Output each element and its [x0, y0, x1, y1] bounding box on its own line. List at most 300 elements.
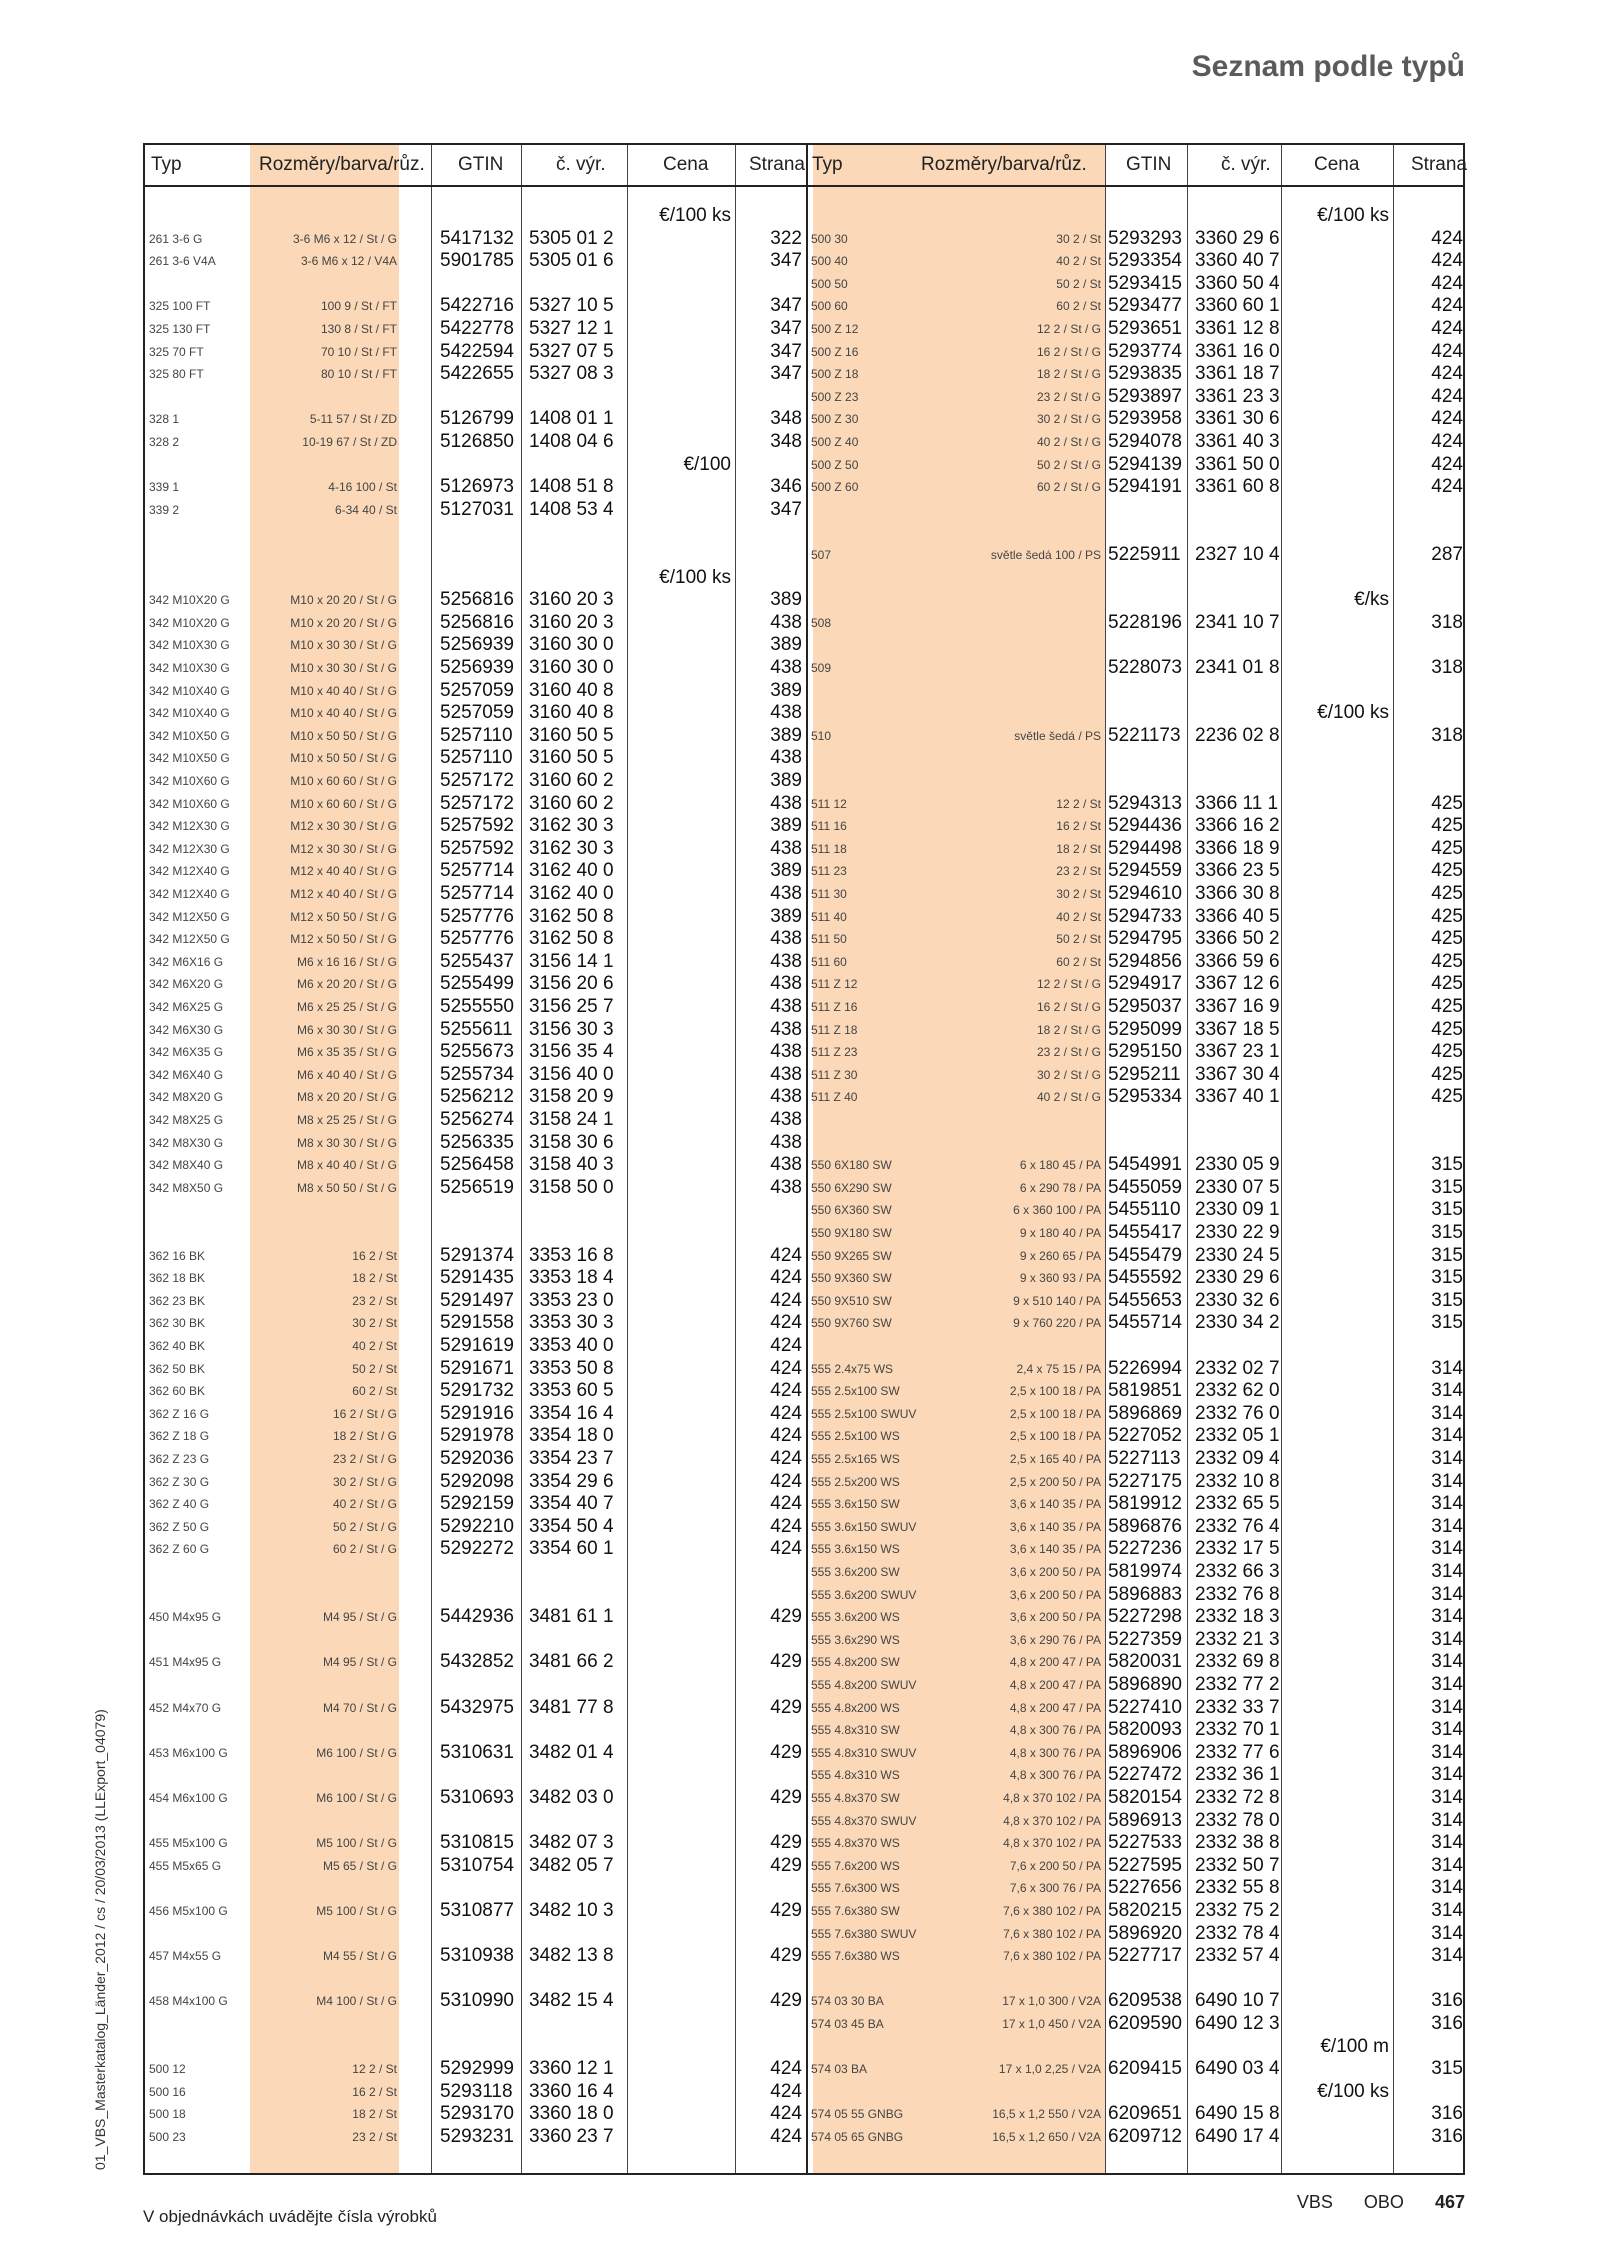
cell-typ: 342 M8X20 G: [149, 1090, 224, 1105]
cell-rozmery: 16 2 / St / G: [1036, 344, 1101, 359]
cell-strana: 347: [770, 250, 802, 272]
table-row: [145, 815, 1463, 837]
cell-strana: 314: [1431, 1470, 1463, 1492]
footer-brand: [1271, 2192, 1465, 2213]
cell-cislo-vyrobku: 3158 30 6: [529, 1131, 614, 1153]
cell-rozmery: 23 2 / St: [1056, 864, 1101, 879]
cell-typ: 510: [811, 728, 832, 743]
cell-cislo-vyrobku: 3354 60 1: [529, 1538, 614, 1560]
cell-strana: 424: [1431, 476, 1463, 498]
cell-typ: 342 M10X20 G: [149, 615, 230, 630]
cell-cislo-vyrobku: 3361 60 8: [1195, 476, 1280, 498]
cell-cislo-vyrobku: 3360 50 4: [1195, 272, 1280, 294]
table-row: [145, 770, 1463, 792]
cell-typ: 454 M6x100 G: [149, 1791, 228, 1805]
cell-rozmery: 9 x 760 220 / PA: [1013, 1316, 1101, 1331]
cell-typ: 342 M12X50 G: [149, 932, 230, 947]
cell-cislo-vyrobku: 3160 50 5: [529, 747, 614, 769]
cell-gtin: 5310693: [440, 1787, 514, 1808]
cell-strana: 438: [770, 837, 802, 859]
table-row: [145, 318, 1463, 340]
cell-strana: 314: [1431, 1606, 1463, 1628]
cell-rozmery: 16 2 / St / G: [332, 1406, 397, 1421]
cell-strana: 389: [770, 860, 802, 882]
cell-typ: 362 40 BK: [149, 1339, 206, 1353]
cell-rozmery: 50 2 / St / G: [332, 1519, 397, 1534]
cell-strana: 424: [1431, 431, 1463, 452]
cell-rozmery: 3,6 x 290 76 / PA: [1009, 1632, 1101, 1647]
cell-gtin: 5226994: [1108, 1357, 1182, 1379]
cell-strana: 424: [1431, 408, 1463, 430]
cell-typ: 500 40: [811, 254, 848, 269]
cell-strana: 314: [1431, 1357, 1463, 1379]
cell-gtin: 5126850: [440, 431, 514, 452]
cell-typ: 342 M12X40 G: [149, 864, 230, 879]
cell-cislo-vyrobku: 3162 40 0: [529, 860, 614, 882]
table-row: [145, 1380, 1463, 1402]
cell-typ: 555 3.6x150 SW: [811, 1497, 900, 1512]
cell-strana: 314: [1431, 1877, 1463, 1899]
cell-rozmery: M4 70 / St / G: [322, 1700, 397, 1715]
cell-gtin: 5422716: [440, 295, 514, 317]
cell-rozmery: 4-16 100 / St: [328, 480, 397, 495]
cell-gtin: 5227533: [1108, 1832, 1182, 1854]
cell-gtin: 5432975: [440, 1696, 514, 1718]
cell-gtin: 5896876: [1108, 1515, 1182, 1537]
table-row: [145, 1335, 1463, 1357]
cell-gtin: 5310631: [440, 1741, 514, 1763]
cell-gtin: 6209538: [1108, 1990, 1182, 2012]
cell-gtin: 5127031: [440, 498, 514, 520]
cell-cislo-vyrobku: 3158 24 1: [529, 1109, 614, 1130]
cell-gtin: 5257110: [440, 724, 513, 746]
cell-rozmery: M6 x 35 35 / St / G: [296, 1045, 397, 1060]
cell-cislo-vyrobku: 6490 17 4: [1195, 2126, 1280, 2147]
cell-rozmery: 3,6 x 200 50 / PA: [1009, 1587, 1101, 1602]
cell-strana: 438: [770, 1018, 802, 1040]
cell-cislo-vyrobku: 3361 18 7: [1195, 363, 1280, 385]
cell-cislo-vyrobku: 3158 20 9: [529, 1086, 614, 1108]
cell-typ: 555 7.6x380 SWUV: [811, 1926, 917, 1941]
cell-rozmery: 4,8 x 370 102 / PA: [1003, 1836, 1101, 1851]
cell-typ: 342 M6X30 G: [149, 1022, 224, 1037]
cell-typ: 342 M12X30 G: [149, 819, 230, 834]
cell-cislo-vyrobku: 3366 59 6: [1195, 950, 1280, 972]
header-cislo-vyrobku-2: č. výr.: [1221, 154, 1271, 175]
cell-typ: 555 4.8x310 SWUV: [811, 1745, 917, 1760]
table-row: [145, 1584, 1463, 1606]
cell-gtin: 5819912: [1108, 1493, 1182, 1515]
cell-cislo-vyrobku: 2330 09 1: [1195, 1199, 1280, 1221]
cell-rozmery: 7,6 x 380 102 / PA: [1003, 1904, 1101, 1918]
cell-gtin: 5227656: [1108, 1877, 1182, 1899]
cell-rozmery: M12 x 40 40 / St / G: [290, 887, 397, 901]
cell-cislo-vyrobku: 5305 01 2: [529, 227, 614, 249]
cell-strana: 424: [1431, 272, 1463, 294]
cell-strana: 347: [770, 363, 802, 385]
cell-typ: 342 M10X20 G: [149, 593, 230, 608]
header-strana: Strana: [749, 154, 805, 175]
cell-typ: 550 9X760 SW: [811, 1316, 892, 1331]
cell-cena-unit: €/100 ks: [1317, 2080, 1389, 2102]
cell-cislo-vyrobku: 3360 18 0: [529, 2103, 614, 2125]
cell-gtin: 5257592: [440, 837, 514, 859]
cell-cislo-vyrobku: 2332 77 2: [1195, 1674, 1280, 1695]
cell-strana: 425: [1431, 815, 1463, 837]
cell-rozmery: 6-34 40 / St: [334, 502, 397, 517]
cell-gtin: 5455653: [1108, 1289, 1182, 1311]
cell-cislo-vyrobku: 2332 66 3: [1195, 1561, 1280, 1582]
cell-gtin: 5896913: [1108, 1809, 1182, 1831]
cell-rozmery: 12 2 / St / G: [1036, 977, 1101, 992]
cell-cislo-vyrobku: 3366 11 1: [1195, 792, 1279, 814]
cell-strana: 314: [1431, 1561, 1463, 1582]
cell-rozmery: 16 2 / St: [352, 2084, 397, 2099]
cell-typ: 362 23 BK: [149, 1293, 206, 1308]
cell-rozmery: 3,6 x 200 50 / PA: [1009, 1610, 1101, 1625]
cell-rozmery: 60 2 / St: [1056, 954, 1101, 969]
cell-strana: 425: [1431, 1063, 1463, 1085]
table-row: [145, 1832, 1463, 1854]
cell-rozmery: M8 x 20 20 / St / G: [296, 1090, 397, 1105]
cell-typ: 511 Z 40: [811, 1090, 858, 1105]
cell-typ: 555 4.8x200 SWUV: [811, 1678, 917, 1692]
cell-typ: 550 6X290 SW: [811, 1180, 892, 1195]
cell-gtin: 5455714: [1108, 1312, 1182, 1334]
table-row: [145, 1267, 1463, 1289]
cell-gtin: 5294313: [1108, 792, 1182, 814]
cell-gtin: 5432852: [440, 1651, 514, 1673]
cell-cislo-vyrobku: 2330 32 6: [1195, 1289, 1280, 1311]
cell-typ: 555 3.6x290 WS: [811, 1632, 900, 1647]
cell-cena-unit: €/100 ks: [659, 205, 731, 226]
cell-strana: 425: [1431, 883, 1463, 904]
cell-strana: 438: [770, 883, 802, 904]
table-row: [145, 250, 1463, 272]
cell-gtin: 5291978: [440, 1425, 514, 1447]
table-row: [145, 273, 1463, 295]
table-row: [145, 1697, 1463, 1719]
cell-cislo-vyrobku: 3353 50 8: [529, 1357, 614, 1379]
table-row: [145, 1990, 1463, 2012]
cell-gtin: 5293774: [1108, 340, 1182, 362]
cell-rozmery: 17 x 1,0 450 / V2A: [1002, 2017, 1101, 2031]
cell-rozmery: 7,6 x 380 102 / PA: [1003, 1949, 1101, 1964]
cell-typ: 261 3-6 G: [149, 231, 203, 246]
cell-gtin: 5901785: [440, 250, 514, 272]
table-row: [145, 341, 1463, 363]
cell-strana: 424: [770, 1244, 802, 1266]
cell-cislo-vyrobku: 2332 02 7: [1195, 1357, 1280, 1379]
cell-typ: 574 03 30 BA: [811, 1994, 884, 2009]
table-row: [145, 386, 1463, 408]
footer-brand-obo: OBO: [1363, 2192, 1404, 2212]
table-row: [145, 1312, 1463, 1334]
cell-strana: 424: [1431, 295, 1463, 317]
cell-strana: 314: [1431, 1787, 1463, 1808]
cell-typ: 555 3.6x150 WS: [811, 1542, 900, 1557]
cell-gtin: 5292159: [440, 1493, 514, 1515]
cell-rozmery: 4,8 x 300 76 / PA: [1009, 1745, 1101, 1760]
cell-typ: 342 M10X50 G: [149, 751, 230, 766]
cell-rozmery: 3,6 x 140 35 / PA: [1009, 1497, 1101, 1512]
cell-cislo-vyrobku: 2332 21 3: [1195, 1628, 1280, 1650]
cell-gtin: 5256939: [440, 657, 514, 678]
cell-strana: 314: [1431, 1854, 1463, 1876]
page-number: 467: [1434, 2192, 1465, 2212]
cell-typ: 500 Z 60: [811, 480, 859, 495]
cell-gtin: 5310754: [440, 1854, 514, 1876]
cell-typ: 342 M10X40 G: [149, 706, 230, 721]
cell-cislo-vyrobku: 3360 60 1: [1195, 295, 1280, 317]
cell-cislo-vyrobku: 3156 25 7: [529, 996, 614, 1017]
cell-typ: 339 2: [149, 502, 180, 517]
cell-strana: 438: [770, 1086, 802, 1108]
cell-strana: 389: [770, 634, 802, 656]
cell-cislo-vyrobku: 3354 29 6: [529, 1470, 614, 1492]
cell-rozmery: M10 x 40 40 / St / G: [290, 683, 397, 698]
cell-cislo-vyrobku: 3353 60 5: [529, 1380, 614, 1402]
cell-typ: 342 M8X25 G: [149, 1113, 224, 1127]
cell-gtin: 5227175: [1108, 1470, 1182, 1492]
cell-strana: 424: [770, 1312, 802, 1334]
cell-cislo-vyrobku: 3160 60 2: [529, 770, 614, 791]
cell-gtin: 5257172: [440, 792, 514, 814]
cell-rozmery: M4 100 / St / G: [316, 1994, 397, 2009]
cell-typ: 511 Z 30: [811, 1067, 858, 1082]
cell-typ: 362 16 BK: [149, 1248, 206, 1263]
cell-typ: 342 M8X40 G: [149, 1158, 224, 1173]
cell-gtin: 6209590: [1108, 2013, 1182, 2034]
cell-rozmery: 6 x 360 100 / PA: [1013, 1203, 1101, 1218]
table-row: [145, 1516, 1463, 1538]
cell-typ: 339 1: [149, 480, 180, 495]
cell-gtin: 5294436: [1108, 815, 1182, 837]
cell-gtin: 5295211: [1108, 1063, 1181, 1085]
cell-gtin: 5819974: [1108, 1561, 1182, 1582]
cell-gtin: 5310877: [440, 1900, 514, 1921]
cell-cislo-vyrobku: 6490 10 7: [1195, 1990, 1280, 2012]
cell-rozmery: M12 x 50 50 / St / G: [290, 932, 397, 947]
cell-strana: 429: [770, 1832, 802, 1854]
cell-strana: 314: [1431, 1832, 1463, 1854]
table-row: [145, 1493, 1463, 1515]
cell-gtin: 5310990: [440, 1990, 514, 2012]
cell-typ: 555 7.6x380 SW: [811, 1904, 900, 1918]
table-row: [145, 1177, 1463, 1199]
table-row: [145, 2058, 1463, 2080]
cell-strana: 315: [1431, 2058, 1463, 2080]
cell-rozmery: 9 x 360 93 / PA: [1019, 1271, 1101, 1286]
cell-strana: 424: [1431, 363, 1463, 385]
cell-rozmery: M10 x 50 50 / St / G: [290, 728, 397, 743]
cell-rozmery: 2,5 x 100 18 / PA: [1009, 1406, 1101, 1421]
cell-strana: 429: [770, 1854, 802, 1876]
cell-rozmery: 30 2 / St: [1056, 887, 1101, 901]
cell-strana: 315: [1431, 1267, 1463, 1289]
cell-typ: 555 3.6x200 WS: [811, 1610, 900, 1625]
cell-gtin: 5227359: [1108, 1628, 1182, 1650]
cell-cislo-vyrobku: 3481 61 1: [529, 1606, 614, 1628]
cell-gtin: 5292210: [440, 1515, 514, 1537]
cell-typ: 555 3.6x150 SWUV: [811, 1519, 917, 1534]
cell-cislo-vyrobku: 1408 51 8: [529, 476, 614, 498]
cell-typ: 507: [811, 548, 832, 562]
cell-typ: 555 7.6x300 WS: [811, 1881, 900, 1896]
cell-strana: 438: [770, 792, 802, 814]
cell-strana: 346: [770, 476, 802, 498]
cell-strana: 429: [770, 1990, 802, 2012]
cell-typ: 342 M12X40 G: [149, 887, 230, 901]
cell-cena-unit: €/100 m: [1320, 2035, 1389, 2057]
cell-strana: 438: [770, 611, 802, 633]
cell-typ: 555 2.5x100 WS: [811, 1429, 900, 1444]
cell-rozmery: 70 10 / St / FT: [320, 344, 397, 359]
cell-gtin: 5291732: [440, 1380, 514, 1402]
cell-gtin: 5291671: [440, 1357, 514, 1379]
cell-rozmery: 4,8 x 370 102 / PA: [1003, 1813, 1101, 1828]
cell-rozmery: 4,8 x 200 47 / PA: [1009, 1655, 1101, 1670]
cell-strana: 389: [770, 815, 802, 837]
cell-typ: 450 M4x95 G: [149, 1610, 222, 1625]
cell-cislo-vyrobku: 3162 50 8: [529, 928, 614, 950]
cell-gtin: 5255550: [440, 996, 514, 1017]
cell-cena-unit: €/100 ks: [659, 566, 731, 588]
table-row: [145, 567, 1463, 589]
cell-typ: 511 Z 18: [811, 1022, 858, 1037]
cell-rozmery: M8 x 30 30 / St / G: [296, 1135, 397, 1150]
cell-cislo-vyrobku: 3162 50 8: [529, 905, 614, 927]
table-row: [145, 928, 1463, 950]
cell-gtin: 5221173: [1108, 724, 1181, 746]
cell-gtin: 5896890: [1108, 1674, 1182, 1695]
cell-strana: 315: [1431, 1176, 1463, 1198]
cell-cislo-vyrobku: 3367 40 1: [1195, 1086, 1280, 1108]
cell-gtin: 5293231: [440, 2126, 514, 2147]
cell-typ: 555 4.8x370 WS: [811, 1836, 900, 1851]
cell-gtin: 5455110: [1108, 1199, 1181, 1221]
cell-gtin: 5295150: [1108, 1041, 1182, 1063]
cell-rozmery: 2,5 x 100 18 / PA: [1009, 1429, 1101, 1444]
table-row: [145, 2036, 1463, 2058]
cell-typ: 550 9X265 SW: [811, 1248, 892, 1263]
cell-typ: 325 100 FT: [149, 299, 211, 314]
cell-cislo-vyrobku: 3361 30 6: [1195, 408, 1280, 430]
cell-rozmery: světle šedá / PS: [1014, 728, 1101, 743]
cell-gtin: 5257776: [440, 928, 514, 950]
cell-typ: 500 60: [811, 299, 848, 314]
cell-strana: 424: [1431, 453, 1463, 475]
cell-gtin: 5294191: [1108, 476, 1182, 498]
cell-rozmery: M6 x 25 25 / St / G: [296, 1000, 397, 1014]
cell-gtin: 5291435: [440, 1267, 514, 1289]
cell-gtin: 5227298: [1108, 1606, 1182, 1628]
cell-cislo-vyrobku: 2332 76 0: [1195, 1402, 1280, 1424]
cell-cislo-vyrobku: 3354 23 7: [529, 1448, 614, 1469]
cell-typ: 342 M10X40 G: [149, 683, 230, 698]
cell-cislo-vyrobku: 2236 02 8: [1195, 724, 1280, 746]
cell-gtin: 5255611: [440, 1018, 513, 1040]
cell-gtin: 5422594: [440, 340, 514, 362]
cell-cislo-vyrobku: 1408 01 1: [529, 408, 614, 430]
cell-gtin: 5293651: [1108, 318, 1182, 339]
header-rozmery: Rozměry/barva/růz.: [259, 154, 425, 175]
table-row: [145, 431, 1463, 453]
header-typ-2: Typ: [812, 154, 843, 175]
table-row: [145, 1403, 1463, 1425]
cell-cislo-vyrobku: 3156 40 0: [529, 1063, 614, 1085]
cell-strana: 438: [770, 996, 802, 1017]
header-strana-2: Strana: [1411, 154, 1467, 175]
table-row: [145, 499, 1463, 521]
cell-strana: 314: [1431, 1900, 1463, 1921]
table-row: [145, 1290, 1463, 1312]
table-row: [145, 1810, 1463, 1832]
cell-typ: 342 M10X30 G: [149, 661, 230, 675]
cell-gtin: 5257714: [440, 860, 514, 882]
cell-gtin: 5294498: [1108, 837, 1182, 859]
cell-rozmery: 16 2 / St / G: [1036, 1000, 1101, 1014]
cell-gtin: 5255437: [440, 950, 514, 972]
cell-rozmery: 30 2 / St: [1056, 231, 1101, 246]
cell-rozmery: 40 2 / St / G: [1036, 435, 1101, 449]
cell-gtin: 5294856: [1108, 950, 1182, 972]
cell-gtin: 5294733: [1108, 905, 1182, 927]
cell-gtin: 5292272: [440, 1538, 514, 1560]
cell-rozmery: M10 x 50 50 / St / G: [290, 751, 397, 766]
cell-rozmery: 50 2 / St: [352, 1361, 397, 1376]
cell-cislo-vyrobku: 3482 13 8: [529, 1945, 614, 1967]
cell-rozmery: 3,6 x 140 35 / PA: [1009, 1519, 1101, 1534]
cell-typ: 511 18: [811, 841, 847, 856]
cell-gtin: 5227717: [1108, 1945, 1182, 1967]
table-row: [145, 1719, 1463, 1741]
cell-rozmery: M10 x 20 20 / St / G: [290, 615, 397, 630]
cell-gtin: 5417132: [440, 227, 514, 249]
cell-gtin: 5293415: [1108, 272, 1182, 294]
cell-strana: 347: [770, 340, 802, 362]
table-header: [145, 145, 1467, 187]
cell-strana: 315: [1431, 1289, 1463, 1311]
table-row: [145, 2013, 1463, 2035]
table-row: [145, 544, 1463, 566]
table-row: [145, 634, 1463, 656]
table-row: [145, 1945, 1463, 1967]
cell-strana: 314: [1431, 1515, 1463, 1537]
cell-typ: 550 9X510 SW: [811, 1293, 892, 1308]
cell-strana: 315: [1431, 1199, 1463, 1221]
cell-gtin: 5896883: [1108, 1583, 1182, 1605]
cell-cislo-vyrobku: 2332 50 7: [1195, 1854, 1280, 1876]
cell-gtin: 5256212: [440, 1086, 514, 1108]
cell-typ: 500 Z 50: [811, 457, 859, 472]
cell-cislo-vyrobku: 5327 07 5: [529, 340, 614, 362]
price-table: [143, 143, 1465, 2175]
table-row: [145, 680, 1463, 702]
table-row: [145, 1086, 1463, 1108]
cell-strana: 389: [770, 905, 802, 927]
cell-typ: 457 M4x55 G: [149, 1949, 222, 1964]
cell-gtin: 5256816: [440, 589, 514, 611]
cell-strana: 315: [1431, 1222, 1463, 1243]
cell-typ: 500 Z 18: [811, 367, 859, 382]
cell-rozmery: M12 x 30 30 / St / G: [290, 841, 397, 856]
cell-gtin: 5293835: [1108, 363, 1182, 385]
cell-typ: 342 M6X40 G: [149, 1067, 224, 1082]
cell-rozmery: 18 2 / St / G: [1036, 1022, 1101, 1037]
cell-rozmery: 2,5 x 200 50 / PA: [1009, 1474, 1101, 1489]
cell-strana: 429: [770, 1900, 802, 1921]
